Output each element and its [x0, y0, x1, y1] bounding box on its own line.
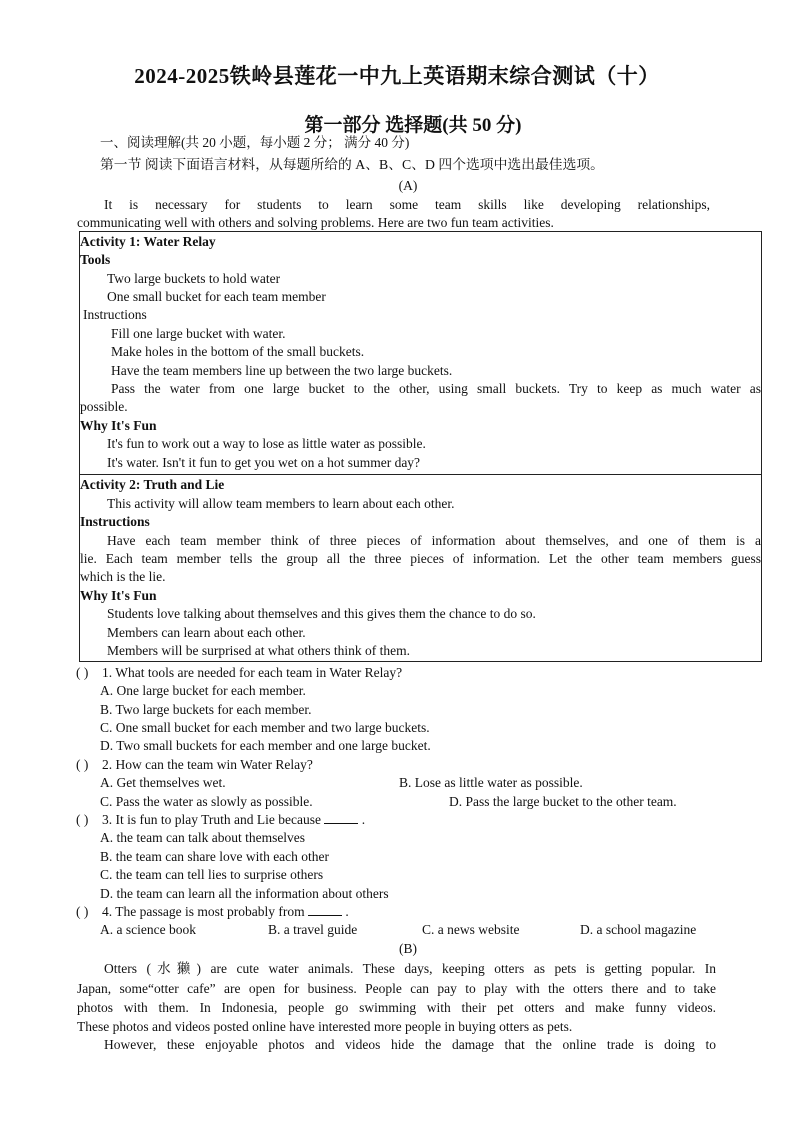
- question-stem: 2. How can the team win Water Relay?: [102, 757, 313, 772]
- activity2-instruction-line: Have each team member think of three pieces of information about themselves, and one of them is a: [107, 533, 761, 548]
- section-heading: 一、阅读理解(共 20 小题，每小题 2 分； 满分 40 分): [100, 135, 410, 150]
- activity1-step: Make holes in the bottom of the small buckets.: [111, 344, 365, 359]
- activity1-step: Fill one large bucket with water.: [111, 326, 286, 341]
- activity2-instruction-line: which is the lie.: [80, 569, 166, 584]
- passage-b-line: However, these enjoyable photos and videos hide the damage that the online trade is doing to: [104, 1037, 716, 1052]
- option-1a: A. One large bucket for each member.: [100, 683, 306, 698]
- question-2: [76, 756, 313, 774]
- option-1c: C. One small bucket for each member and two large buckets.: [100, 720, 430, 735]
- activity1-fun-item: It's water. Isn't it fun to get you wet on a hot summer day?: [107, 455, 421, 470]
- activity2-instruction-line: lie. Each team member tells the group all the three pieces of information. Let the other team members guess: [80, 551, 761, 566]
- activity1-step: Have the team members line up between the two large buckets.: [111, 363, 453, 378]
- answer-paren[interactable]: ( ): [76, 757, 89, 772]
- answer-blank[interactable]: [308, 903, 342, 916]
- activity2-fun-item: Members can learn about each other.: [107, 625, 306, 640]
- passage-a-label: (A): [398, 178, 418, 193]
- option-4b: B. a travel guide: [268, 922, 358, 937]
- option-4a: A. a science book: [100, 922, 196, 937]
- option-3a: A. the team can talk about themselves: [100, 830, 306, 845]
- activity2-instructions-heading: Instructions: [80, 514, 150, 529]
- question-stem: 3. It is fun to play Truth and Lie because: [102, 812, 321, 827]
- passage-b-line: photos with them. In Indonesia, people go swimming with their pet otters and make funny videos.: [77, 1000, 716, 1015]
- activity2-fun-item: Members will be surprised at what others think of them.: [107, 643, 410, 658]
- option-1d: D. Two small buckets for each member and one large bucket.: [100, 738, 431, 753]
- question-1: [76, 664, 402, 682]
- activity2-intro: This activity will allow team members to learn about each other.: [107, 496, 455, 511]
- activity2-title: Activity 2: Truth and Lie: [80, 477, 225, 492]
- answer-paren[interactable]: ( ): [76, 812, 89, 827]
- passage-a-intro-line: It is necessary for students to learn some team skills like developing relationships,: [104, 197, 710, 212]
- option-2b: B. Lose as little water as possible.: [399, 775, 583, 790]
- option-1b: B. Two large buckets for each member.: [100, 702, 312, 717]
- activity1-tool-item: Two large buckets to hold water: [107, 271, 281, 286]
- question-3: [76, 811, 365, 829]
- passage-b-line: These photos and videos posted online have interested more people in buying otters as pets.: [77, 1019, 573, 1034]
- activity1-tools-heading: Tools: [80, 252, 111, 267]
- option-4d: D. a school magazine: [580, 922, 697, 937]
- instruction-line: 第一节 阅读下面语言材料，从每题所给的 A、B、C、D 四个选项中选出最佳选项。: [100, 157, 604, 172]
- activity1-fun-heading: Why It's Fun: [80, 418, 157, 433]
- activity2-fun-heading: Why It's Fun: [80, 588, 157, 603]
- answer-blank[interactable]: [324, 811, 358, 824]
- passage-b-line: Otters (水獭) are cute water animals. These days, keeping otters as pets is getting popular. In: [104, 961, 716, 976]
- answer-paren[interactable]: ( ): [76, 665, 89, 680]
- table-divider: [79, 474, 762, 475]
- question-stem-end: .: [361, 812, 366, 827]
- passage-a-intro-line: communicating well with others and solving problems. Here are two fun team activities.: [77, 215, 554, 230]
- option-2d: D. Pass the large bucket to the other team.: [449, 794, 677, 809]
- option-2c: C. Pass the water as slowly as possible.: [100, 794, 313, 809]
- activity1-fun-item: It's fun to work out a way to lose as little water as possible.: [107, 436, 426, 451]
- option-3c: C. the team can tell lies to surprise others: [100, 867, 324, 882]
- passage-b-label: (B): [399, 941, 417, 956]
- part-title: 第一部分 选择题(共 50 分): [304, 115, 522, 136]
- activity1-tool-item: One small bucket for each team member: [107, 289, 326, 304]
- answer-paren[interactable]: ( ): [76, 904, 89, 919]
- passage-b-line: Japan, some“otter cafe” are open for business. People can pay to play with the otters there and to take: [77, 981, 716, 996]
- exam-title: 2024-2025铁岭县莲花一中九上英语期末综合测试（十）: [134, 64, 660, 88]
- question-4: [76, 903, 349, 921]
- option-2a: A. Get themselves wet.: [100, 775, 226, 790]
- option-3d: D. the team can learn all the information about others: [100, 886, 389, 901]
- activity1-instructions-heading: Instructions: [83, 307, 147, 322]
- option-4c: C. a news website: [422, 922, 520, 937]
- question-stem: 4. The passage is most probably from: [102, 904, 305, 919]
- activity1-title: Activity 1: Water Relay: [80, 234, 216, 249]
- activity2-fun-item: Students love talking about themselves and this gives them the chance to do so.: [107, 606, 536, 621]
- activity1-step: Pass the water from one large bucket to the other, using small buckets. Try to keep as much water as: [111, 381, 761, 396]
- question-stem-end: .: [345, 904, 349, 919]
- activity1-step-cont: possible.: [80, 399, 128, 414]
- option-3b: B. the team can share love with each other: [100, 849, 330, 864]
- question-stem: 1. What tools are needed for each team in Water Relay?: [102, 665, 403, 680]
